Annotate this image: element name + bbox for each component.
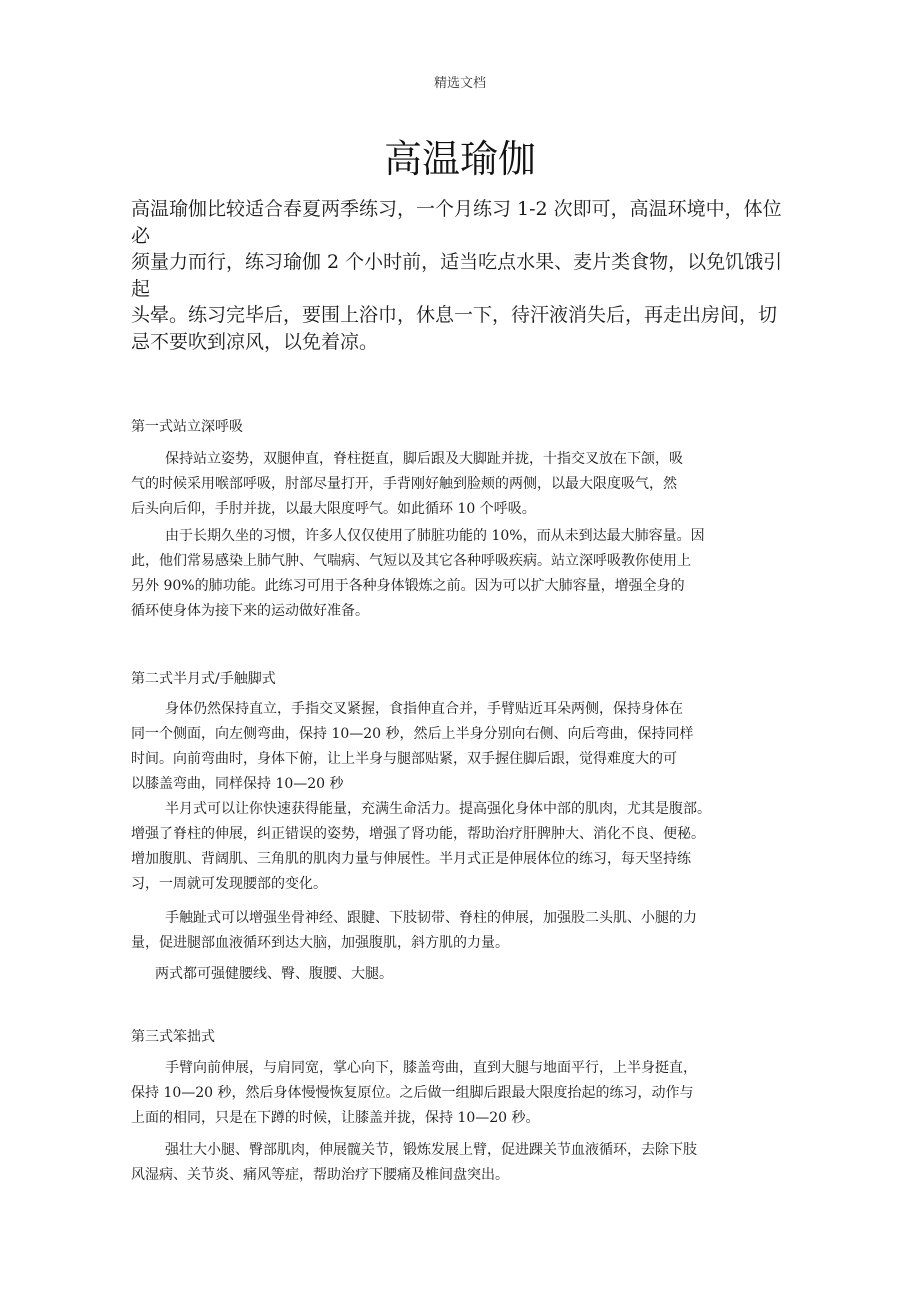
paragraph-line: 保持站立姿势，双腿伸直，脊柱挺直，脚后跟及大脚趾并拢，十指交叉放在下颌，吸 bbox=[165, 451, 683, 467]
section-heading-3: 第三式笨拙式 bbox=[131, 1029, 215, 1045]
paragraph-line: 手触趾式可以增强坐骨神经、跟腱、下肢韧带、脊柱的伸展，加强股二头肌、小腿的力 bbox=[165, 910, 697, 926]
paragraph-line: 后头向后仰，手肘并拢，以最大限度呼气。如此循环 10 个呼吸。 bbox=[131, 501, 536, 517]
paragraph-line: 风湿病、关节炎、痛风等症，帮助治疗下腰痛及椎间盘突出。 bbox=[131, 1167, 509, 1183]
intro-line: 头晕。练习完毕后，要围上浴巾，休息一下，待汗液消失后，再走出房间，切 bbox=[131, 304, 778, 326]
section-heading-2: 第二式半月式/手触脚式 bbox=[131, 671, 276, 687]
paragraph-line: 保持 10—20 秒，然后身体慢慢恢复原位。之后做一组脚后跟最大限度抬起的练习，动作与 bbox=[131, 1085, 694, 1101]
paragraph-line: 另外 90%的肺功能。此练习可用于各种身体锻炼之前。因为可以扩大肺容量，增强全身的 bbox=[131, 578, 685, 594]
intro-line: 须量力而行，练习瑜伽 2 个小时前，适当吃点水果、麦片类食物，以免饥饿引起 bbox=[131, 251, 783, 300]
paragraph-line: 气的时候采用喉部呼吸，肘部尽量打开，手背刚好触到脸颊的两侧，以最大限度吸气，然 bbox=[131, 476, 677, 492]
section-2-paragraph-3 bbox=[131, 906, 771, 956]
page-header: 精选文档 bbox=[433, 76, 486, 91]
section-1-paragraph-2 bbox=[131, 524, 771, 624]
intro-paragraph bbox=[131, 196, 791, 355]
section-3-paragraph-1 bbox=[131, 1056, 771, 1131]
intro-line: 忌不要吹到凉风，以免着凉。 bbox=[131, 330, 379, 353]
paragraph-line: 增加腹肌、背阔肌、三角肌的肌肉力量与伸展性。半月式正是伸展体位的练习，每天坚持练 bbox=[131, 851, 691, 867]
intro-line: 高温瑜伽比较适合春夏两季练习，一个月练习 1-2 次即可，高温环境中，体位必 bbox=[131, 198, 782, 247]
paragraph-line: 时间。向前弯曲时，身体下俯，让上半身与腿部贴紧，双手握住脚后跟，觉得难度大的可 bbox=[131, 751, 677, 767]
paragraph-line: 由于长期久坐的习惯，许多人仅仅使用了肺脏功能的 10%，而从未到达最大肺容量。因 bbox=[165, 528, 705, 544]
paragraph-line: 身体仍然保持直立，手指交叉紧握，食指伸直合并，手臂贴近耳朵两侧，保持身体在 bbox=[165, 701, 683, 717]
paragraph-line: 同一个侧面，向左侧弯曲，保持 10—20 秒，然后上半身分别向右侧、向后弯曲，保持同样 bbox=[131, 726, 694, 742]
paragraph-line: 两式都可强健腰线、臀、腹腰、大腿。 bbox=[155, 966, 393, 982]
paragraph-line: 循环使身体为接下来的运动做好准备。 bbox=[131, 603, 369, 619]
paragraph-line: 上面的相同，只是在下蹲的时候，让膝盖并拢，保持 10—20 秒。 bbox=[131, 1110, 540, 1126]
paragraph-line: 习，一周就可发现腰部的变化。 bbox=[131, 876, 327, 892]
section-3-paragraph-2 bbox=[131, 1138, 771, 1188]
paragraph-line: 量，促进腿部血液循环到达大脑，加强腹肌，斜方肌的力量。 bbox=[131, 935, 509, 951]
section-heading-1: 第一式站立深呼吸 bbox=[131, 419, 243, 435]
paragraph-line: 此，他们常易感染上肺气肿、气喘病、气短以及其它各种呼吸疾病。站立深呼吸教你使用上 bbox=[131, 553, 691, 569]
section-2-paragraph-4 bbox=[131, 962, 771, 987]
section-2-paragraph-2 bbox=[131, 797, 771, 897]
paragraph-line: 以膝盖弯曲，同样保持 10—20 秒 bbox=[131, 776, 344, 792]
document-title: 高温瑜伽 bbox=[383, 137, 536, 181]
section-2-paragraph-1 bbox=[131, 697, 771, 797]
paragraph-line: 增强了脊柱的伸展，纠正错误的姿势，增强了肾功能，帮助治疗肝脾肿大、消化不良、便秘。 bbox=[131, 826, 705, 842]
paragraph-line: 手臂向前伸展，与肩同宽，掌心向下，膝盖弯曲，直到大腿与地面平行，上半身挺直， bbox=[165, 1060, 697, 1076]
paragraph-line: 半月式可以让你快速获得能量，充满生命活力。提高强化身体中部的肌肉，尤其是腹部。 bbox=[165, 801, 711, 817]
section-1-paragraph-1 bbox=[131, 447, 771, 522]
paragraph-line: 强壮大小腿、臀部肌肉，伸展髋关节，锻炼发展上臂，促进踝关节血液循环，去除下肢 bbox=[165, 1142, 697, 1158]
